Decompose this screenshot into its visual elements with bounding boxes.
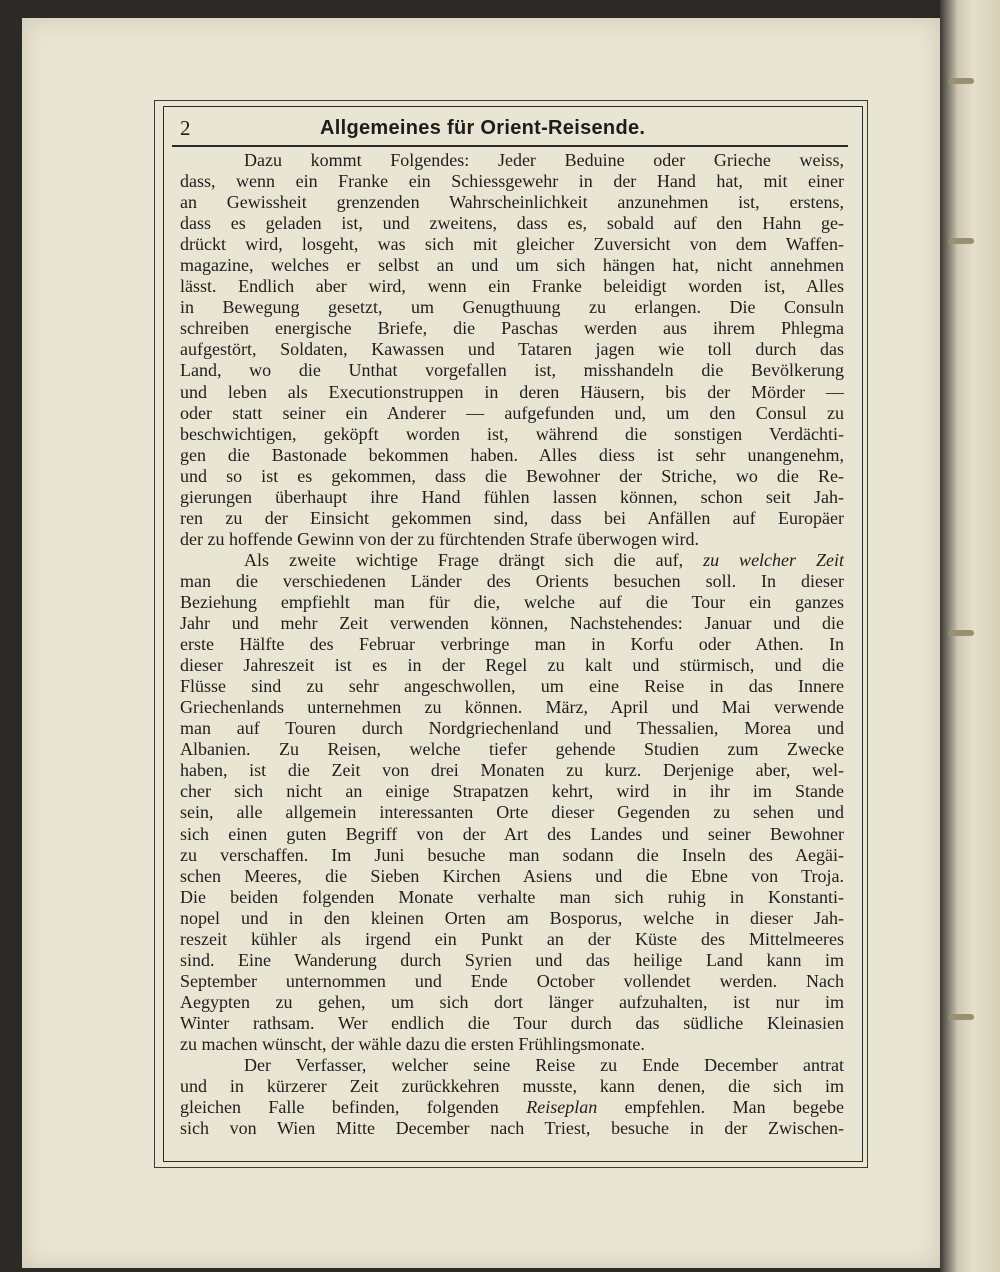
text-line: man die verschiedenen Länder des Orients besuchen soll. In dieser — [180, 570, 844, 591]
text-line: in Bewegung gesetzt, um Genugthuung zu erlangen. Die Consuln — [180, 297, 844, 318]
text-line: Der Verfasser, welcher seine Reise zu Ende December antrat — [244, 1055, 844, 1076]
text-line: cher sich nicht an einige Strapatzen kehrt, wird in ihr im Stande — [180, 781, 844, 802]
text-line: Land, wo die Unthat vorgefallen ist, misshandeln die Bevölkerung — [180, 360, 844, 381]
text-run: empfehlen. Man begebe — [624, 1097, 844, 1118]
text-line: aufgestört, Soldaten, Kawassen und Tataren jagen wie toll durch das — [180, 339, 844, 360]
text-line: ren zu der Einsicht gekommen sind, dass bei Anfällen auf Europäer — [180, 507, 844, 528]
text-line: und leben als Executionstruppen in deren Häusern, bis der Mörder — — [180, 381, 844, 402]
text-line: drückt wird, losgeht, was sich mit gleicher Zuversicht von dem Waffen- — [180, 234, 844, 255]
text-line — [180, 550, 844, 571]
text-line: September unternommen und Ende October vollendet werden. Nach — [180, 970, 844, 991]
page-number: 2 — [180, 116, 191, 140]
italic-phrase: zu welcher Zeit — [703, 549, 845, 570]
book-gutter — [940, 0, 1000, 1272]
text-line: oder statt seiner ein Anderer — aufgefunden und, um den Consul zu — [180, 402, 844, 423]
text-line: Aegypten zu gehen, um sich dort länger aufzuhalten, ist nur im — [180, 991, 844, 1012]
text-line: man auf Touren durch Nordgriechenland und Thessalien, Morea und — [180, 718, 844, 739]
text-line: haben, ist die Zeit von drei Monaten zu kurz. Derjenige aber, wel- — [180, 760, 844, 781]
text-line: schreiben energische Briefe, die Paschas werden aus ihrem Phlegma — [180, 318, 844, 339]
text-line — [180, 1097, 844, 1118]
text-line: Beziehung empfiehlt man für die, welche auf die Tour ein ganzes — [180, 591, 844, 612]
text-line: schen Meeres, die Sieben Kirchen Asiens und die Ebne von Troja. — [180, 865, 844, 886]
paragraph-2 — [180, 550, 844, 1055]
text-line: Jahr und mehr Zeit verwenden können, Nachstehendes: Januar und die — [180, 613, 844, 634]
body-text — [180, 150, 844, 1139]
text-line: Albanien. Zu Reisen, welche tiefer gehende Studien zum Zwecke — [180, 739, 844, 760]
italic-phrase: Reiseplan — [526, 1097, 598, 1118]
text-line: sich einen guten Begriff von der Art des Landes und seiner Bewohner — [180, 823, 844, 844]
text-line: erste Hälfte des Februar verbringe man in Korfu oder Athen. In — [180, 634, 844, 655]
text-line: gierungen überhaupt ihre Hand fühlen lassen können, schon seit Jah- — [180, 486, 844, 507]
text-line: reszeit kühler als irgend ein Punkt an der Küste des Mittelmeeres — [180, 928, 844, 949]
text-line: Dazu kommt Folgendes: Jeder Beduine oder Grieche weiss, — [244, 150, 844, 170]
text-line: magazine, welches er selbst an und um sich hängen hat, nicht annehmen — [180, 255, 844, 276]
text-line: beschwichtigen, geköpft worden ist, während die sonstigen Verdächti- — [180, 423, 844, 444]
text-line: sich von Wien Mitte December nach Triest, besuche in der Zwischen- — [180, 1118, 844, 1139]
text-run: Als zweite wichtige Frage drängt sich die auf, — [244, 549, 684, 570]
text-line: und in kürzerer Zeit zurückkehren musste, kann denen, die sich im — [180, 1076, 844, 1097]
text-line: sein, alle allgemein interessanten Orte dieser Gegenden zu sehen und — [180, 802, 844, 823]
paragraph-3 — [180, 1055, 844, 1139]
text-line: und so ist es gekommen, dass die Bewohner der Striche, wo die Re- — [180, 465, 844, 486]
text-line: Winter rathsam. Wer endlich die Tour durch das südliche Kleinasien — [180, 1012, 844, 1033]
text-line: sind. Eine Wanderung durch Syrien und das heilige Land kann im — [180, 949, 844, 970]
text-line: zu verschaffen. Im Juni besuche man sodann die Inseln des Aegäi- — [180, 844, 844, 865]
text-run: gleichen Falle befinden, folgenden — [180, 1097, 499, 1118]
text-line: Flüsse sind zu sehr angeschwollen, um eine Reise in das Innere — [180, 676, 844, 697]
text-line: der zu hoffende Gewinn von der zu fürchtenden Strafe überwogen wird. — [180, 528, 699, 549]
text-line: dass es geladen ist, und zweitens, dass es, sobald auf den Hahn ge- — [180, 213, 844, 234]
text-line: gen die Bastonade bekommen haben. Alles diess ist sehr unangenehm, — [180, 444, 844, 465]
running-header — [176, 112, 846, 146]
text-line: dass, wenn ein Franke ein Schiessgewehr in der Hand hat, mit einer — [180, 171, 844, 192]
text-line: Griechenlands unternehmen zu können. März, April und Mai verwende — [180, 697, 844, 718]
running-title: Allgemeines für Orient-Reisende. — [320, 117, 646, 139]
text-line: Die beiden folgenden Monate verhalte man sich ruhig in Konstanti- — [180, 886, 844, 907]
text-line: an Gewissheit grenzenden Wahrscheinlichkeit anzunehmen ist, erstens, — [180, 192, 844, 213]
text-line: zu machen wünscht, der wähle dazu die ersten Frühlingsmonate. — [180, 1033, 645, 1054]
text-line: nopel und in den kleinen Orten am Bosporus, welche in dieser Jah- — [180, 907, 844, 928]
text-line: lässt. Endlich aber wird, wenn ein Franke beleidigt worden ist, Alles — [180, 276, 844, 297]
header-rule — [172, 145, 848, 147]
text-line: dieser Jahreszeit ist es in der Regel zu kalt und stürmisch, und die — [180, 655, 844, 676]
paragraph-1 — [180, 150, 844, 550]
